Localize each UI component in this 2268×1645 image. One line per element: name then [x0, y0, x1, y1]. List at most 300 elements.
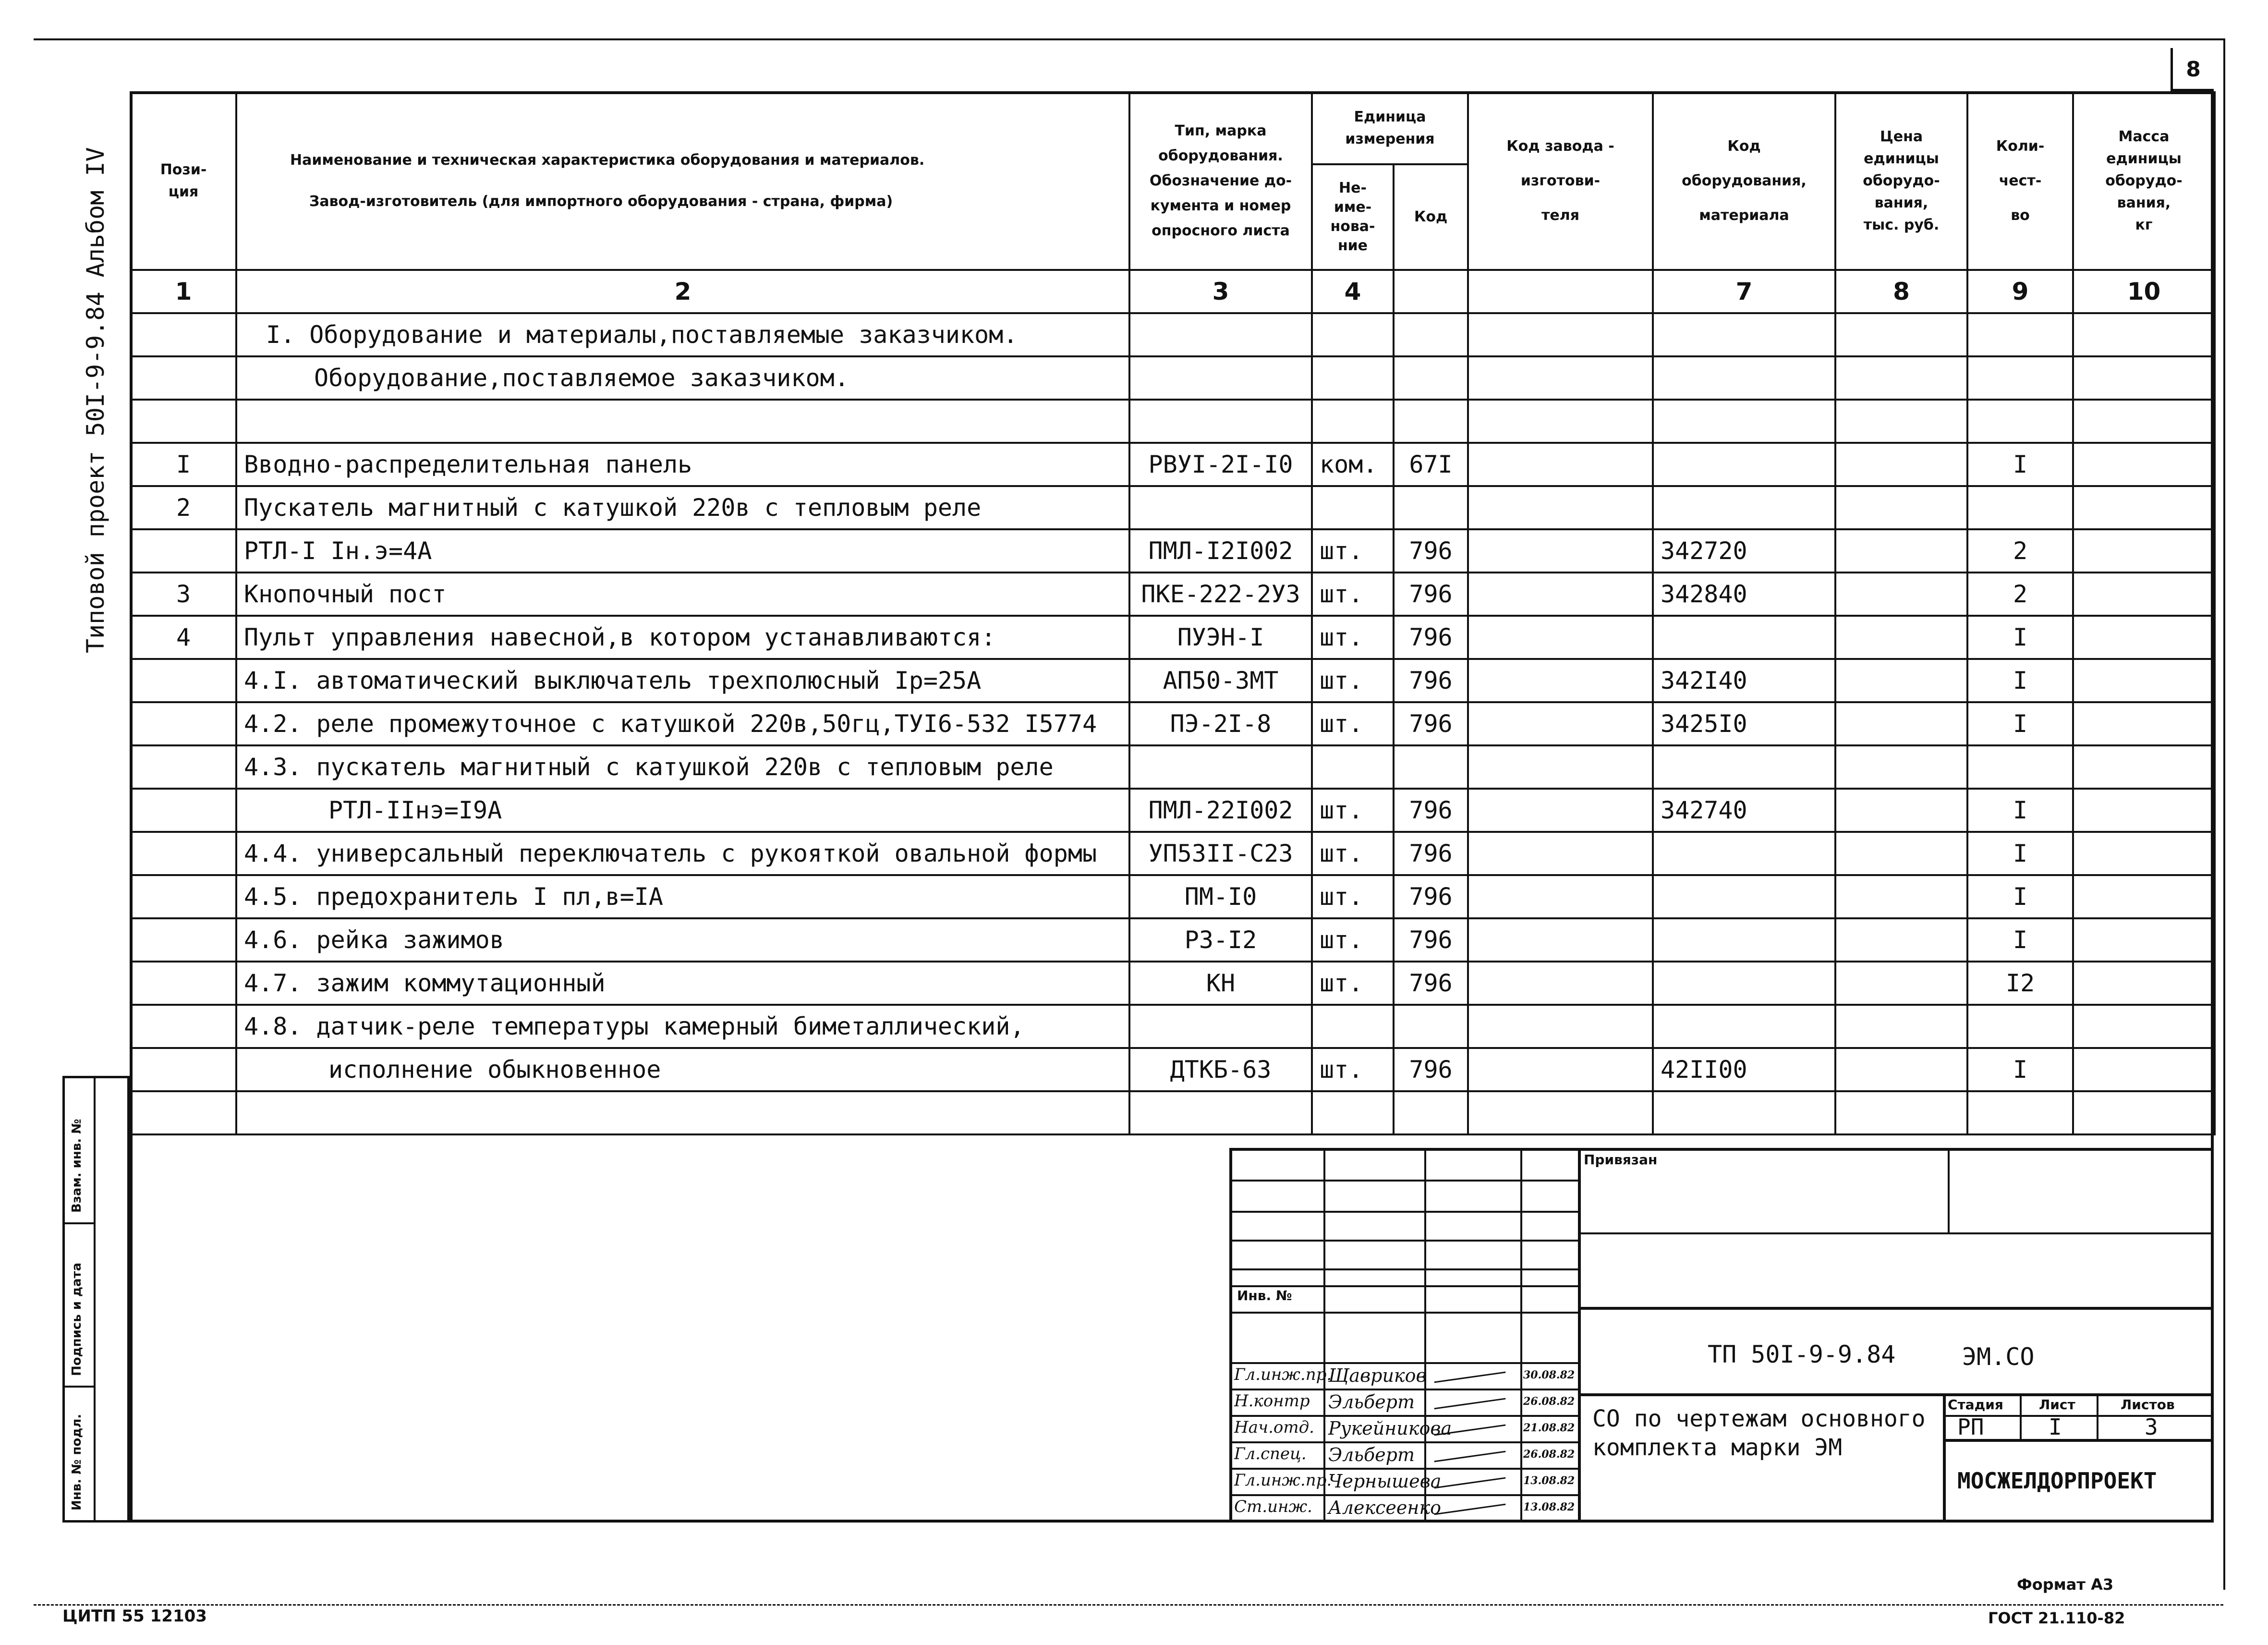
row-factory-code	[1468, 918, 1653, 962]
row-unit-name: шт.	[1312, 702, 1394, 745]
row-unit-code: 796	[1394, 573, 1468, 616]
row-position	[131, 789, 236, 832]
row-position: 3	[131, 573, 236, 616]
table-row	[131, 918, 2215, 962]
row-quantity: I	[1967, 875, 2073, 918]
colnum: 2	[236, 270, 1129, 313]
row-price	[1835, 875, 1967, 918]
stamp-vline-r4	[2097, 1393, 2098, 1439]
row-quantity	[1967, 356, 2073, 400]
row-quantity: I	[1967, 918, 2073, 962]
row-position: 4	[131, 616, 236, 659]
signer-role: Гл.инж.пр.	[1234, 1471, 1332, 1490]
row-price	[1835, 832, 1967, 875]
stamp-hline	[1232, 1285, 1578, 1287]
row-name: I. Оборудование и материалы,поставляемые заказчиком.	[236, 313, 1129, 356]
left-strip-label-3: Инв. № подл.	[70, 1413, 84, 1511]
row-factory-code	[1468, 616, 1653, 659]
row-unit-code: 796	[1394, 529, 1468, 573]
stamp-hline	[1232, 1180, 1578, 1182]
signer-row	[1232, 1362, 1578, 1390]
table-row	[131, 356, 2215, 400]
row-equip-code: 342840	[1653, 573, 1835, 616]
row-factory-code	[1468, 443, 1653, 486]
signer-role: Ст.инж.	[1234, 1497, 1312, 1516]
stamp-hline-r	[1578, 1393, 2212, 1396]
row-type	[1129, 486, 1312, 529]
row-position	[131, 702, 236, 745]
row-quantity: I2	[1967, 962, 2073, 1005]
left-strip-label-1: Взам. инв. №	[70, 1119, 84, 1213]
designation: ТП 50I-9-9.84	[1708, 1340, 1896, 1368]
row-unit-code: 796	[1394, 659, 1468, 702]
row-unit-code	[1394, 1091, 1468, 1134]
signer-name: Чернышева	[1328, 1471, 1442, 1492]
header-unit-code: Код	[1394, 164, 1468, 270]
row-quantity: I	[1967, 702, 2073, 745]
row-price	[1835, 313, 1967, 356]
row-equip-code: 342I40	[1653, 659, 1835, 702]
row-unit-name: шт.	[1312, 616, 1394, 659]
left-strip-divider	[94, 1078, 96, 1520]
row-mass	[2073, 529, 2215, 573]
row-factory-code	[1468, 573, 1653, 616]
title-block	[1229, 1148, 2214, 1523]
stamp-hline	[1232, 1240, 1578, 1242]
row-position	[131, 1048, 236, 1091]
row-price	[1835, 962, 1967, 1005]
row-factory-code	[1468, 400, 1653, 443]
row-position	[131, 659, 236, 702]
table-row	[131, 702, 2215, 745]
row-quantity: I	[1967, 443, 2073, 486]
row-equip-code	[1653, 313, 1835, 356]
row-unit-code: 796	[1394, 962, 1468, 1005]
row-type: ПМ-I0	[1129, 875, 1312, 918]
row-mass	[2073, 962, 2215, 1005]
row-unit-code: 796	[1394, 789, 1468, 832]
signer-date: 26.08.82	[1523, 1395, 1575, 1408]
mark: ЭМ.СО	[1962, 1343, 2035, 1371]
row-name: 4.I. автоматический выключатель трехполюсный Iр=25А	[236, 659, 1129, 702]
bottom-dash-line	[34, 1604, 2223, 1606]
signer-row	[1232, 1468, 1578, 1496]
header-unit: Единица измерения	[1312, 92, 1468, 164]
signature-scribble	[1434, 1372, 1506, 1383]
stamp-hline	[1232, 1211, 1578, 1213]
row-equip-code	[1653, 400, 1835, 443]
row-position	[131, 918, 236, 962]
table-row	[131, 745, 2215, 789]
row-type	[1129, 313, 1312, 356]
privyazan-label: Привязан	[1584, 1152, 1658, 1168]
row-name: Оборудование,поставляемое заказчиком.	[236, 356, 1129, 400]
signer-role: Гл.спец.	[1234, 1444, 1307, 1463]
signer-date: 30.08.82	[1523, 1369, 1575, 1381]
row-position	[131, 400, 236, 443]
row-unit-code	[1394, 745, 1468, 789]
table-row	[131, 573, 2215, 616]
signer-date: 26.08.82	[1523, 1448, 1575, 1461]
row-equip-code	[1653, 443, 1835, 486]
row-mass	[2073, 1091, 2215, 1134]
row-name: 4.6. рейка зажимов	[236, 918, 1129, 962]
row-factory-code	[1468, 962, 1653, 1005]
row-unit-name: шт.	[1312, 832, 1394, 875]
row-price	[1835, 486, 1967, 529]
signer-row	[1232, 1494, 1578, 1523]
row-equip-code: 42II00	[1653, 1048, 1835, 1091]
row-equip-code	[1653, 486, 1835, 529]
row-equip-code	[1653, 356, 1835, 400]
table-row	[131, 529, 2215, 573]
row-price	[1835, 616, 1967, 659]
signature-scribble	[1434, 1504, 1506, 1515]
row-quantity: 2	[1967, 529, 2073, 573]
doc-title-line1: СО по чертежам основного	[1592, 1405, 1926, 1432]
left-strip-sep-1	[65, 1222, 94, 1224]
footer-format: Формат А3	[2017, 1575, 2114, 1594]
row-unit-code: 796	[1394, 875, 1468, 918]
row-unit-name	[1312, 486, 1394, 529]
column-number-row	[131, 270, 2215, 313]
row-position	[131, 1005, 236, 1048]
signer-row	[1232, 1415, 1578, 1443]
row-price	[1835, 443, 1967, 486]
left-strip	[62, 1076, 130, 1523]
colnum: 7	[1653, 270, 1835, 313]
signature-scribble	[1434, 1477, 1506, 1489]
row-equip-code: 342740	[1653, 789, 1835, 832]
row-factory-code	[1468, 313, 1653, 356]
row-unit-code: 796	[1394, 616, 1468, 659]
sheet-value: I	[2049, 1414, 2062, 1440]
row-quantity	[1967, 745, 2073, 789]
page-number: 8	[2186, 57, 2201, 82]
row-unit-name	[1312, 356, 1394, 400]
row-position	[131, 962, 236, 1005]
stamp-hline-r	[1578, 1232, 2212, 1234]
header-name	[236, 92, 1129, 270]
row-position: 2	[131, 486, 236, 529]
row-name: исполнение обыкновенное	[236, 1048, 1129, 1091]
row-type: ПМЛ-I2I002	[1129, 529, 1312, 573]
signer-name: Эльберт	[1328, 1391, 1415, 1413]
row-unit-name	[1312, 313, 1394, 356]
header-unit-name: Не- име- нова- ние	[1312, 164, 1394, 270]
table-row	[131, 832, 2215, 875]
row-type: ПМЛ-22I002	[1129, 789, 1312, 832]
signer-role: Н.контр	[1234, 1391, 1310, 1411]
row-factory-code	[1468, 1005, 1653, 1048]
inv-no-label: Инв. №	[1237, 1288, 1292, 1304]
spec-table	[130, 91, 2216, 1135]
colnum	[1468, 270, 1653, 313]
doc-title-line2: комплекта марки ЭМ	[1592, 1434, 1843, 1461]
top-border-line	[34, 38, 2223, 40]
colnum: 1	[131, 270, 236, 313]
row-mass	[2073, 573, 2215, 616]
header-qty: Коли- чест- во	[1967, 92, 2073, 270]
row-quantity: 2	[1967, 573, 2073, 616]
signer-date: 21.08.82	[1523, 1422, 1575, 1434]
stamp-vline-r	[1948, 1151, 1950, 1232]
row-mass	[2073, 918, 2215, 962]
row-factory-code	[1468, 702, 1653, 745]
signer-date: 13.08.82	[1523, 1501, 1575, 1513]
row-name: РТЛ-I Iн.э=4А	[236, 529, 1129, 573]
row-quantity	[1967, 486, 2073, 529]
row-quantity: I	[1967, 1048, 2073, 1091]
stage-value: РП	[1957, 1414, 1984, 1440]
row-quantity	[1967, 1005, 2073, 1048]
row-price	[1835, 1005, 1967, 1048]
table-row	[131, 1048, 2215, 1091]
side-label: Типовой проект 50I-9-9.84 Альбом IV	[82, 147, 109, 653]
colnum: 4	[1312, 270, 1394, 313]
organization: МОСЖЕЛДОРПРОЕКТ	[1957, 1468, 2157, 1494]
row-unit-name: шт.	[1312, 1048, 1394, 1091]
row-mass	[2073, 789, 2215, 832]
row-unit-name	[1312, 400, 1394, 443]
row-quantity	[1967, 1091, 2073, 1134]
header-row-1	[131, 92, 2215, 164]
row-factory-code	[1468, 832, 1653, 875]
row-name: 4.4. универсальный переключатель с рукояткой овальной формы	[236, 832, 1129, 875]
row-quantity: I	[1967, 616, 2073, 659]
row-mass	[2073, 443, 2215, 486]
row-factory-code	[1468, 529, 1653, 573]
row-price	[1835, 789, 1967, 832]
row-unit-name: шт.	[1312, 573, 1394, 616]
signature-scribble	[1434, 1398, 1506, 1410]
table-row	[131, 659, 2215, 702]
row-quantity: I	[1967, 789, 2073, 832]
row-unit-name: ком.	[1312, 443, 1394, 486]
row-type	[1129, 1005, 1312, 1048]
stamp-vline-4	[1578, 1151, 1581, 1521]
header-factory-code: Код завода - изготови- теля	[1468, 92, 1653, 270]
page-number-box	[2171, 48, 2214, 91]
signer-role: Гл.инж.пр.	[1234, 1365, 1332, 1384]
row-unit-code	[1394, 313, 1468, 356]
row-position	[131, 875, 236, 918]
row-position	[131, 313, 236, 356]
row-type: АП50-3МТ	[1129, 659, 1312, 702]
row-mass	[2073, 616, 2215, 659]
row-price	[1835, 659, 1967, 702]
row-name: 4.3. пускатель магнитный с катушкой 220в с тепловым реле	[236, 745, 1129, 789]
footer-left: ЦИТП 55 12103	[62, 1607, 207, 1626]
row-price	[1835, 1091, 1967, 1134]
row-equip-code	[1653, 832, 1835, 875]
row-position	[131, 529, 236, 573]
row-name	[236, 1091, 1129, 1134]
header-name-line2: Завод-изготовитель (для импортного оборудования - страна, фирма)	[309, 193, 893, 210]
row-price	[1835, 745, 1967, 789]
row-unit-name	[1312, 1005, 1394, 1048]
row-price	[1835, 356, 1967, 400]
row-mass	[2073, 1048, 2215, 1091]
row-factory-code	[1468, 486, 1653, 529]
left-strip-sep-2	[65, 1386, 94, 1388]
table-row	[131, 1005, 2215, 1048]
stamp-hline	[1232, 1268, 1578, 1270]
signer-date: 13.08.82	[1523, 1474, 1575, 1487]
stamp-vline-r2	[1943, 1393, 1946, 1521]
row-type: ПУЭН-I	[1129, 616, 1312, 659]
row-equip-code	[1653, 1091, 1835, 1134]
sheets-label: Листов	[2121, 1397, 2175, 1413]
sheet-label: Лист	[2039, 1397, 2075, 1413]
row-quantity	[1967, 400, 2073, 443]
row-name: 4.8. датчик-реле температуры камерный биметаллический,	[236, 1005, 1129, 1048]
header-type: Тип, марка оборудования. Обозначение до- кумента и номер опросного листа	[1129, 92, 1312, 270]
row-mass	[2073, 356, 2215, 400]
row-unit-code	[1394, 356, 1468, 400]
row-factory-code	[1468, 745, 1653, 789]
table-row	[131, 486, 2215, 529]
row-position	[131, 832, 236, 875]
signer-name: Эльберт	[1328, 1444, 1415, 1465]
row-equip-code	[1653, 918, 1835, 962]
right-border-line	[2223, 38, 2225, 1590]
row-quantity: I	[1967, 832, 2073, 875]
row-position: I	[131, 443, 236, 486]
table-row	[131, 789, 2215, 832]
row-equip-code	[1653, 616, 1835, 659]
row-unit-name: шт.	[1312, 962, 1394, 1005]
sheets-value: 3	[2145, 1414, 2158, 1440]
row-unit-code: 796	[1394, 1048, 1468, 1091]
row-unit-code: 796	[1394, 832, 1468, 875]
signer-name: Щавриков	[1328, 1365, 1427, 1386]
table-row	[131, 962, 2215, 1005]
row-unit-code	[1394, 400, 1468, 443]
row-factory-code	[1468, 875, 1653, 918]
signer-name: Алексеенко	[1328, 1497, 1442, 1518]
row-price	[1835, 918, 1967, 962]
row-equip-code: 3425I0	[1653, 702, 1835, 745]
table-row	[131, 1091, 2215, 1134]
row-position	[131, 745, 236, 789]
row-unit-code	[1394, 486, 1468, 529]
row-unit-code: 67I	[1394, 443, 1468, 486]
row-factory-code	[1468, 356, 1653, 400]
table-row	[131, 443, 2215, 486]
row-equip-code	[1653, 745, 1835, 789]
header-name-line1: Наименование и техническая характеристика оборудования и материалов.	[290, 152, 925, 169]
row-type: КН	[1129, 962, 1312, 1005]
row-name: Пускатель магнитный с катушкой 220в с тепловым реле	[236, 486, 1129, 529]
row-type: РВУI-2I-I0	[1129, 443, 1312, 486]
row-price	[1835, 400, 1967, 443]
row-unit-name: шт.	[1312, 875, 1394, 918]
row-factory-code	[1468, 1048, 1653, 1091]
signer-role: Нач.отд.	[1234, 1418, 1314, 1437]
signer-name: Рукейникова	[1328, 1418, 1452, 1439]
row-type	[1129, 356, 1312, 400]
row-name: 4.7. зажим коммутационный	[236, 962, 1129, 1005]
table-row	[131, 313, 2215, 356]
row-name: Вводно-распределительная панель	[236, 443, 1129, 486]
table-row	[131, 400, 2215, 443]
colnum	[1394, 270, 1468, 313]
row-unit-code	[1394, 1005, 1468, 1048]
row-name	[236, 400, 1129, 443]
row-type: ДТКБ-63	[1129, 1048, 1312, 1091]
row-position	[131, 1091, 236, 1134]
signer-row	[1232, 1441, 1578, 1470]
signers-block	[1232, 1362, 1578, 1521]
row-unit-name: шт.	[1312, 918, 1394, 962]
row-name: 4.5. предохранитель I пл,в=IА	[236, 875, 1129, 918]
row-mass	[2073, 702, 2215, 745]
row-price	[1835, 702, 1967, 745]
row-unit-name: шт.	[1312, 789, 1394, 832]
row-price	[1835, 1048, 1967, 1091]
row-unit-name: шт.	[1312, 529, 1394, 573]
stage-label: Стадия	[1948, 1397, 2003, 1413]
row-unit-code: 796	[1394, 918, 1468, 962]
row-name: РТЛ-IIнэ=I9А	[236, 789, 1129, 832]
stamp-vline-r3	[2020, 1393, 2022, 1439]
table-row	[131, 875, 2215, 918]
row-name: 4.2. реле промежуточное с катушкой 220в,50гц,ТУI6-532 I5774	[236, 702, 1129, 745]
row-equip-code	[1653, 962, 1835, 1005]
row-price	[1835, 529, 1967, 573]
row-mass	[2073, 745, 2215, 789]
row-factory-code	[1468, 789, 1653, 832]
colnum: 10	[2073, 270, 2215, 313]
row-type	[1129, 1091, 1312, 1134]
row-mass	[2073, 486, 2215, 529]
row-type: ПЭ-2I-8	[1129, 702, 1312, 745]
colnum: 8	[1835, 270, 1967, 313]
row-type: ПКЕ-222-2У3	[1129, 573, 1312, 616]
footer-gost: ГОСТ 21.110-82	[1988, 1609, 2125, 1627]
row-type: УП53II-С23	[1129, 832, 1312, 875]
row-mass	[2073, 313, 2215, 356]
row-unit-code: 796	[1394, 702, 1468, 745]
stamp-hline-r	[1578, 1307, 2212, 1310]
row-factory-code	[1468, 659, 1653, 702]
row-unit-name	[1312, 1091, 1394, 1134]
row-mass	[2073, 1005, 2215, 1048]
spec-body	[131, 270, 2215, 1134]
table-row	[131, 616, 2215, 659]
row-mass	[2073, 659, 2215, 702]
colnum: 3	[1129, 270, 1312, 313]
row-unit-name	[1312, 745, 1394, 789]
row-type	[1129, 400, 1312, 443]
row-mass	[2073, 832, 2215, 875]
row-mass	[2073, 875, 2215, 918]
stamp-hline	[1232, 1312, 1578, 1314]
row-factory-code	[1468, 1091, 1653, 1134]
header-price: Цена единицы оборудо- вания, тыс. руб.	[1835, 92, 1967, 270]
row-type: РЗ-I2	[1129, 918, 1312, 962]
header-equip-code: Код оборудования, материала	[1653, 92, 1835, 270]
signer-row	[1232, 1389, 1578, 1417]
header-pos: Пози- ция	[131, 92, 236, 270]
colnum: 9	[1967, 270, 2073, 313]
row-equip-code: 342720	[1653, 529, 1835, 573]
row-equip-code	[1653, 1005, 1835, 1048]
row-name: Пульт управления навесной,в котором устанавливаются:	[236, 616, 1129, 659]
row-quantity	[1967, 313, 2073, 356]
row-price	[1835, 573, 1967, 616]
